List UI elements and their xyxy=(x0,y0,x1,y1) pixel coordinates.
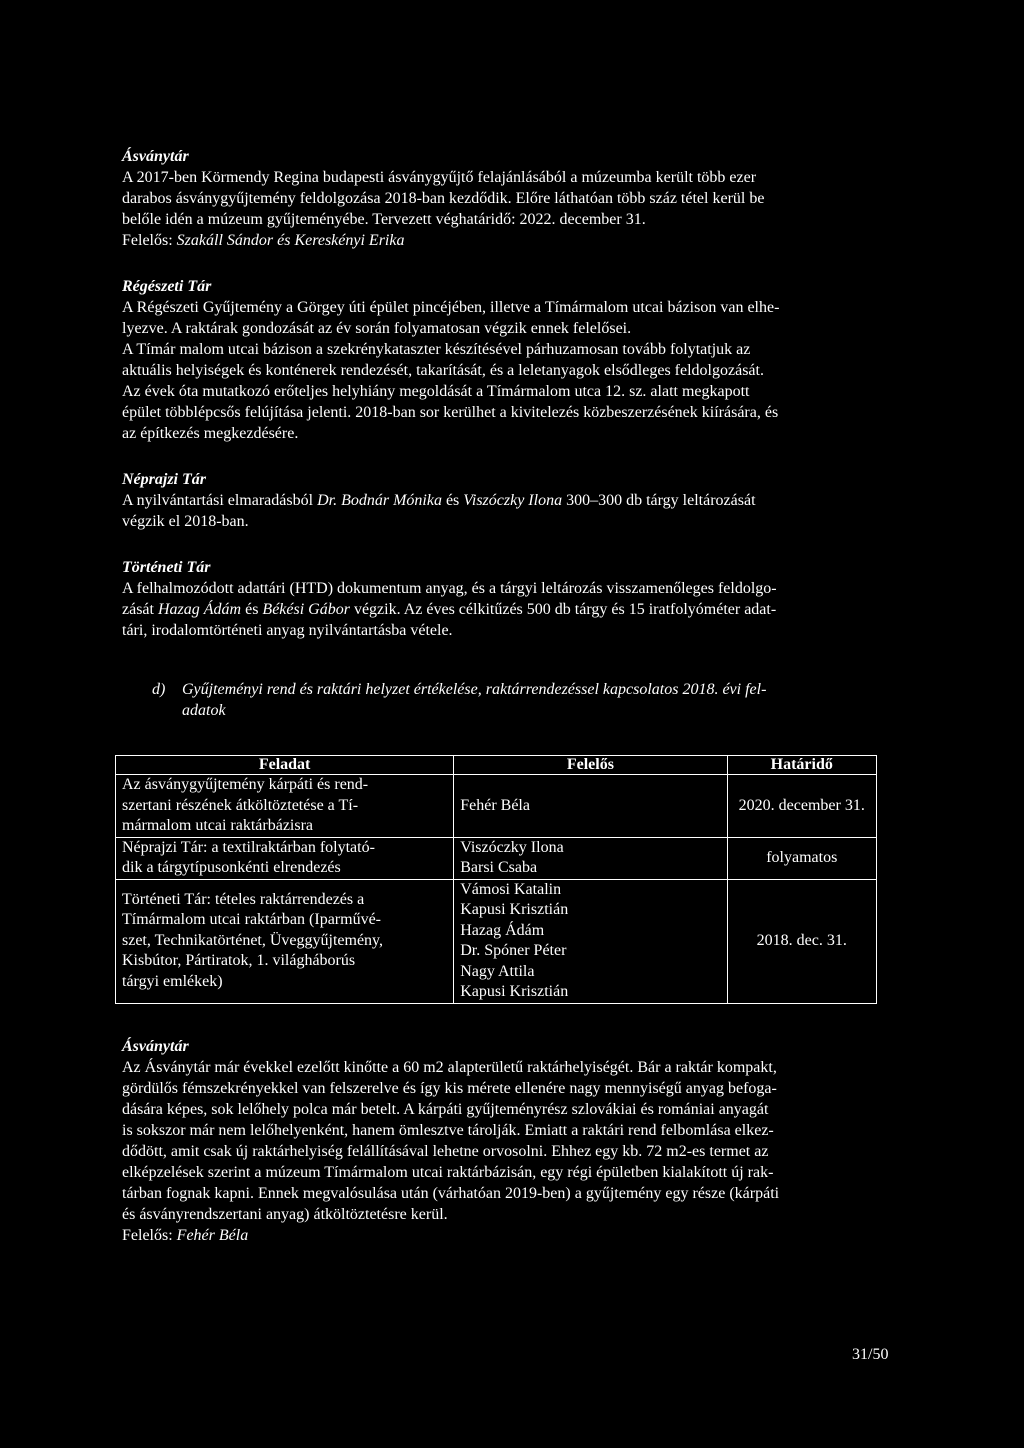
paragraph-line: Az Ásványtár már évekkel ezelőtt kinőtte a 60 m2 alapterületű raktárhelyiségét. Bár a raktár kompakt, xyxy=(122,1058,777,1076)
table-row xyxy=(116,775,877,838)
section-asvanytar-2 xyxy=(122,1036,902,1246)
text-run: végzik. Az éves célkitűzés 500 db tárgy és 15 iratfolyóméter adat- xyxy=(349,601,777,618)
person-name: Hazag Ádám xyxy=(157,601,242,618)
cell-line: Tímármalom utcai raktárban (Iparművé- xyxy=(122,911,381,929)
tasks-table xyxy=(115,755,877,1004)
table-row xyxy=(116,837,877,879)
section-neprajzi-tar xyxy=(122,469,902,532)
paragraph-line: A 2017-ben Körmendy Regina budapesti ásványgyűjtő felajánlásából a múzeumba került több ezer xyxy=(122,169,757,186)
paragraph-line: és ásványrendszertani anyag) átköltöztetésre kerül. xyxy=(122,1205,448,1223)
cell-line: Kapusi Krisztián xyxy=(460,983,569,1000)
paragraph-line: tárban fognak kapni. Ennek megvalósulása után (várhatóan 2019-ben) a gyűjtemény egy része (kárpáti xyxy=(122,1184,780,1202)
heading-torteneti-tar: Történeti Tár xyxy=(122,559,211,576)
paragraph-line: aktuális helyiségek és konténerek rendezését, takarítását, és a leletanyagok elsődleges feldolgozását. xyxy=(122,362,764,379)
cell-line: Történeti Tár: tételes raktárrendezés a xyxy=(122,890,365,908)
text-run: és xyxy=(241,601,263,618)
section-regeszeti-tar xyxy=(122,276,902,444)
cell-line: Nagy Attila xyxy=(460,962,535,980)
paragraph-line: is sokszor már nem lelőhelyenként, hanem ömlesztve tárolják. Emiatt a raktári rend felbomlása elkez- xyxy=(122,1121,774,1139)
section-asvanytar-1 xyxy=(122,146,902,251)
paragraph-line: tári, irodalomtörténeti anyag nyilvántartásba vétele. xyxy=(122,622,453,639)
title-line: adatok xyxy=(182,702,226,719)
list-letter: d) xyxy=(152,681,166,698)
paragraph-line: elképzelések szerint a múzeum Tímármalom utcai raktárbázisán, egy régi épületben kialakított új rak- xyxy=(122,1163,774,1181)
text-run: 300–300 db tárgy leltározását xyxy=(562,492,756,509)
paragraph-line: A Tímár malom utcai bázison a szekrénykataszter készítésével párhuzamosan tovább folytatjuk az xyxy=(122,341,751,358)
header-hatarido: Határidő xyxy=(727,756,876,775)
paragraph-line: belőle idén a múzeum gyűjteményébe. Tervezett véghatáridő: 2022. december 31. xyxy=(122,211,646,228)
cell-line: Hazag Ádám xyxy=(460,921,545,939)
section-torteneti-tar xyxy=(122,557,902,641)
paragraph-line: lyezve. A raktárak gondozását az év során folyamatosan végzik ennek felelősei. xyxy=(122,320,632,337)
text-run: és xyxy=(441,492,464,509)
responsible-label: Felelős: xyxy=(122,232,177,249)
text-run: zását xyxy=(122,601,158,618)
title-line: Gyűjteményi rend és raktári helyzet értékelése, raktárrendezéssel kapcsolatos 2018. évi fel- xyxy=(182,681,767,698)
paragraph-line xyxy=(122,599,902,620)
deadline-cell: 2018. dec. 31. xyxy=(727,879,876,1003)
cell-line: mármalom utcai raktárbázisra xyxy=(122,817,314,834)
cell-line: Néprajzi Tár: a textilraktárban folytató- xyxy=(122,838,375,856)
responsible-names: Fehér Béla xyxy=(176,1226,249,1244)
cell-line: Az ásványgyűjtemény kárpáti és rend- xyxy=(122,776,369,793)
cell-line: Dr. Spóner Péter xyxy=(460,942,567,959)
person-name: Dr. Bodnár Mónika xyxy=(317,492,442,509)
cell-line: Kapusi Krisztián xyxy=(460,901,569,918)
table-row xyxy=(116,879,877,1003)
cell-line: tárgyi emlékek) xyxy=(122,972,223,990)
heading-regeszeti-tar: Régészeti Tár xyxy=(122,278,212,295)
cell-line: Vámosi Katalin xyxy=(460,880,562,898)
header-felelos: Felelős xyxy=(454,756,727,775)
cell-line: dik a tárgytípusonkénti elrendezés xyxy=(122,859,341,876)
section-d-title xyxy=(182,679,892,721)
cell-line: Barsi Csaba xyxy=(460,859,538,876)
task-cell xyxy=(116,879,454,1003)
paragraph-line: A Régészeti Gyűjtemény a Görgey úti épület pincéjében, illetve a Tímármalom utcai bázison van elhe- xyxy=(122,299,780,316)
document-page xyxy=(122,146,902,1246)
text-run: A nyilvántartási elmaradásból xyxy=(122,492,318,509)
responsible-cell xyxy=(454,775,727,838)
heading-neprajzi-tar: Néprajzi Tár xyxy=(122,471,206,488)
paragraph-line xyxy=(122,490,902,511)
responsible-names: Szakáll Sándor és Kereskényi Erika xyxy=(176,232,405,249)
responsible-line xyxy=(122,1225,902,1246)
paragraph-line: dására képes, sok lelőhely polca már betelt. A kárpáti gyűjteményrész szlovákiai és romániai anyagát xyxy=(122,1100,769,1118)
paragraph-line: A felhalmozódott adattári (HTD) dokumentum anyag, és a tárgyi leltározás visszamenőleges feldolgo- xyxy=(122,580,777,597)
heading-asvanytar: Ásványtár xyxy=(122,148,189,165)
paragraph-line: az építkezés megkezdésére. xyxy=(122,425,299,442)
deadline-cell: 2020. december 31. xyxy=(727,775,876,838)
cell-line: Viszóczky Ilona xyxy=(460,838,564,856)
responsible-cell xyxy=(454,837,727,879)
responsible-line xyxy=(122,230,902,251)
deadline-cell: folyamatos xyxy=(727,837,876,879)
heading-asvanytar: Ásványtár xyxy=(122,1037,189,1055)
header-feladat: Feladat xyxy=(116,756,454,775)
cell-line: Kisbútor, Pártiratok, 1. világháborús xyxy=(122,952,356,970)
cell-line: szertani részének átköltöztetése a Tí- xyxy=(122,796,359,814)
task-cell xyxy=(116,775,454,838)
responsible-label: Felelős: xyxy=(122,1226,177,1244)
paragraph-line: gördülős fémszekrényekkel van felszerelve és így kis mérete ellenére nagy mennyiségű anyag befoga- xyxy=(122,1079,777,1097)
paragraph-line: épület többlépcsős felújítása jelenti. 2018-ban sor kerülhet a kivitelezés közbeszerzésének kiírására, és xyxy=(122,404,779,421)
section-d-heading xyxy=(152,679,902,721)
responsible-cell xyxy=(454,879,727,1003)
paragraph-line: darabos ásványgyűjtemény feldolgozása 2018-ban kezdődik. Előre láthatóan több száz tétel kerül be xyxy=(122,190,765,207)
paragraph-line: végzik el 2018-ban. xyxy=(122,513,249,530)
paragraph-line: dődött, amit csak új raktárhelyiség felállításával lehetne orvosolni. Ehhez egy kb. 72 m2-es termet az xyxy=(122,1142,769,1160)
task-cell xyxy=(116,837,454,879)
table-header-row xyxy=(116,756,877,775)
person-name: Békési Gábor xyxy=(262,601,350,618)
cell-line: Fehér Béla xyxy=(460,796,530,814)
person-name: Viszóczky Ilona xyxy=(463,492,563,509)
page-number: 31/50 xyxy=(852,1346,889,1363)
paragraph-line: Az évek óta mutatkozó erőteljes helyhiány megoldását a Tímármalom utca 12. sz. alatt megkapott xyxy=(122,383,750,400)
cell-line: szet, Technikatörténet, Üveggyűjtemény, xyxy=(122,931,384,949)
